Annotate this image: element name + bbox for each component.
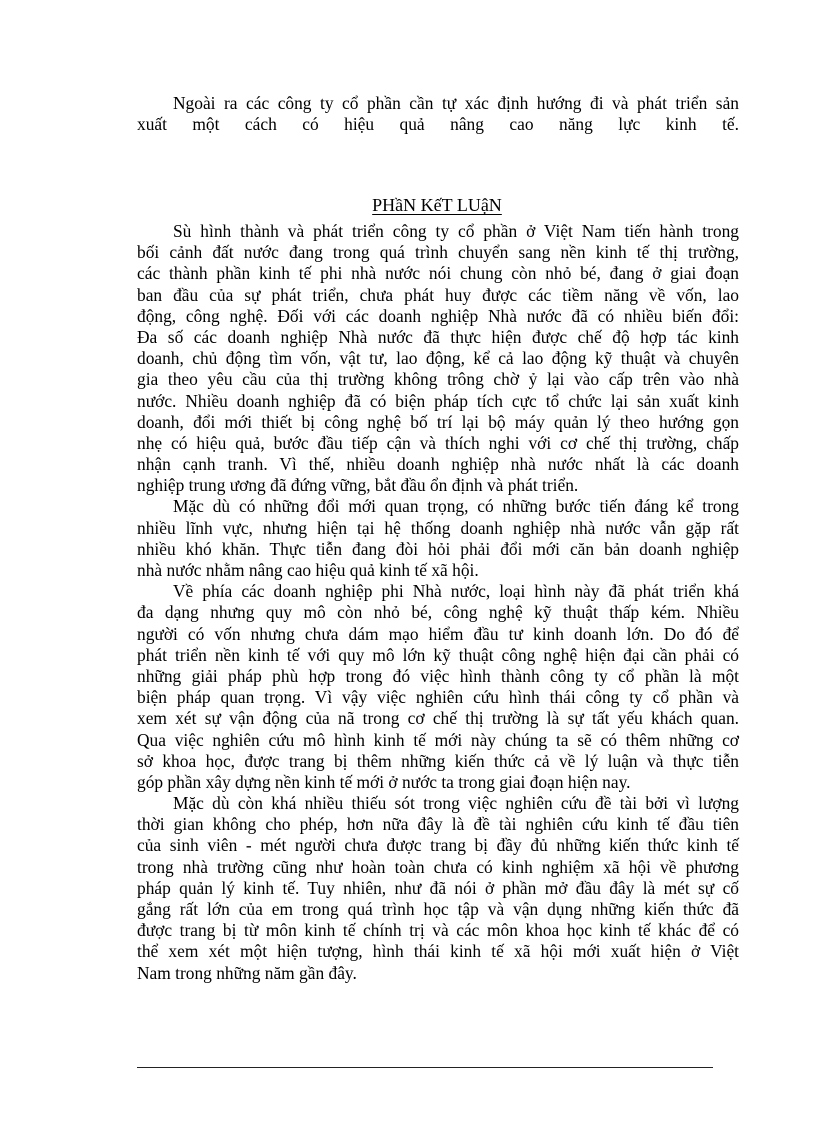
- text-line: doanh, chủ động tìm vốn, vật tư, lao động, kể cả lao động kỹ thuật và chuyên: [137, 348, 739, 369]
- paragraph-3: [137, 581, 739, 793]
- text-line: gắng rất lớn của em trong quá trình học tập và vận dụng những kiến thức đã: [137, 899, 739, 919]
- footer-divider: [137, 1067, 713, 1068]
- paragraph-1: [137, 221, 739, 496]
- text-line: Mặc dù còn khá nhiều thiếu sót trong việc nghiên cứu đề tài bởi vì lượng: [173, 793, 739, 814]
- text-line: phát triển nền kinh tế với quy mô lớn kỹ thuật công nghệ hiện đại cần phải có: [137, 644, 739, 665]
- text-line: thời gian không cho phép, hơn nữa đây là đề tài nghiên cứu kinh tế đầu tiên: [137, 814, 739, 835]
- text-line: Sù hình thành và phát triển công ty cổ phần ở Việt Nam tiến hành trong: [173, 221, 739, 241]
- text-line: trong nhà trường cũng như hoàn toàn chưa có kinh nghiệm xã hội về phương: [137, 856, 739, 877]
- text-line: được trang bị từ môn kinh tế chính trị và các môn khoa học kinh tế khác để có: [137, 920, 739, 941]
- text-line: biện pháp quan trọng. Vì vậy việc nghiên cứu hình thái công ty cổ phần và: [137, 687, 739, 708]
- intro-paragraph: [137, 93, 739, 135]
- text-line: ban đầu của sự phát triển, chưa phát huy được các tiềm năng về vốn, lao: [137, 284, 739, 305]
- text-line: nhiều khó khăn. Thực tiễn đang đòi hỏi phải đổi mới căn bản doanh nghiệp: [137, 538, 739, 559]
- text-line: Mặc dù có những đổi mới quan trọng, có những bước tiến đáng kể trong: [173, 496, 739, 517]
- text-line: thể xem xét một hiện tượng, hình thái kinh tế xã hội mới xuất hiện ở Việt: [137, 941, 739, 962]
- text-line: doanh, đổi mới thiết bị công nghệ bố trí lại bộ máy quản lý theo hướng gọn: [137, 411, 739, 432]
- text-line: sở khoa học, được trang bị thêm những kiến thức cả về lý luận và thực tiễn: [137, 750, 739, 771]
- text-line: những giải pháp phù hợp trong đó việc hình thành công ty cổ phần là một: [137, 665, 739, 686]
- paragraph-2: [137, 496, 739, 581]
- text-line: các thành phần kinh tế phi nhà nước nói chung còn nhỏ bé, đang ở giai đoạn: [137, 263, 739, 284]
- heading-text: PHầN KếT LUậN: [372, 195, 502, 215]
- text-line: nhiều lĩnh vực, nhưng hiện tại hệ thống doanh nghiệp nhà nước vẫn gặp rất: [137, 517, 739, 538]
- text-line: của sinh viên - mét người chưa được trang bị đầy đủ những kiến thức kinh tế: [137, 835, 739, 856]
- text-line: nhà nước nhằm nâng cao hiệu quả kinh tế xã hội.: [137, 560, 479, 580]
- text-line: Đa số các doanh nghiệp Nhà nước đã thực hiện được chế độ hợp tác kinh: [137, 326, 739, 347]
- text-line: xuất một cách có hiệu quả nâng cao năng lực kinh tế.: [137, 114, 739, 135]
- text-line: nước. Nhiều doanh nghiệp đã có biện pháp tích cực tổ chức lại sản xuất kinh: [137, 390, 739, 411]
- text-line: Về phía các doanh nghiệp phi Nhà nước, loại hình này đã phát triển khá: [173, 581, 739, 602]
- text-line: đa dạng nhưng quy mô còn nhỏ bé, công nghệ kỹ thuật thấp kém. Nhiều: [137, 602, 739, 623]
- text-line: Qua việc nghiên cứu mô hình kinh tế mới này chúng ta sẽ có thêm những cơ: [137, 729, 739, 750]
- text-line: nhẹ có hiệu quả, bước đầu tiếp cận và thích nghi với cơ chế thị trường, chấp: [137, 432, 739, 453]
- text-line: động, công nghệ. Đối với các doanh nghiệp Nhà nước đã có nhiều biến đổi:: [137, 305, 739, 326]
- section-heading: [0, 194, 816, 216]
- text-line: nhận cạnh tranh. Vì thế, nhiều doanh nghiệp nhà nước nhất là các doanh: [137, 454, 739, 475]
- paragraph-4: [137, 793, 739, 984]
- text-line: pháp quản lý kinh tế. Tuy nhiên, như đã nói ở phần mở đầu đây là mét sự cố: [137, 877, 739, 898]
- conclusion-body: [137, 221, 739, 984]
- text-line: Ngoài ra các công ty cổ phần cần tự xác định hướng đi và phát triển sản: [173, 93, 739, 113]
- text-line: xem xét sự vận động của nã trong cơ chế thị trường là sự tất yếu khách quan.: [137, 708, 739, 729]
- text-line: gia theo yêu cầu của thị trường không trông chờ ỷ lại vào cấp trên vào nhà: [137, 369, 739, 390]
- text-line: nghiệp trung ương đã đứng vững, bắt đầu ổn định và phát triển.: [137, 475, 579, 496]
- text-line: người có vốn nhưng chưa dám mạo hiểm đầu tư kinh doanh lớn. Do đó để: [137, 623, 739, 644]
- text-line: góp phần xây dựng nền kinh tế mới ở nước ta trong giai đoạn hiện nay.: [137, 771, 631, 792]
- text-line: Nam trong những năm gần đây.: [137, 962, 357, 983]
- text-line: bối cảnh đất nước đang trong quá trình chuyển sang nền kinh tế thị trường,: [137, 242, 739, 263]
